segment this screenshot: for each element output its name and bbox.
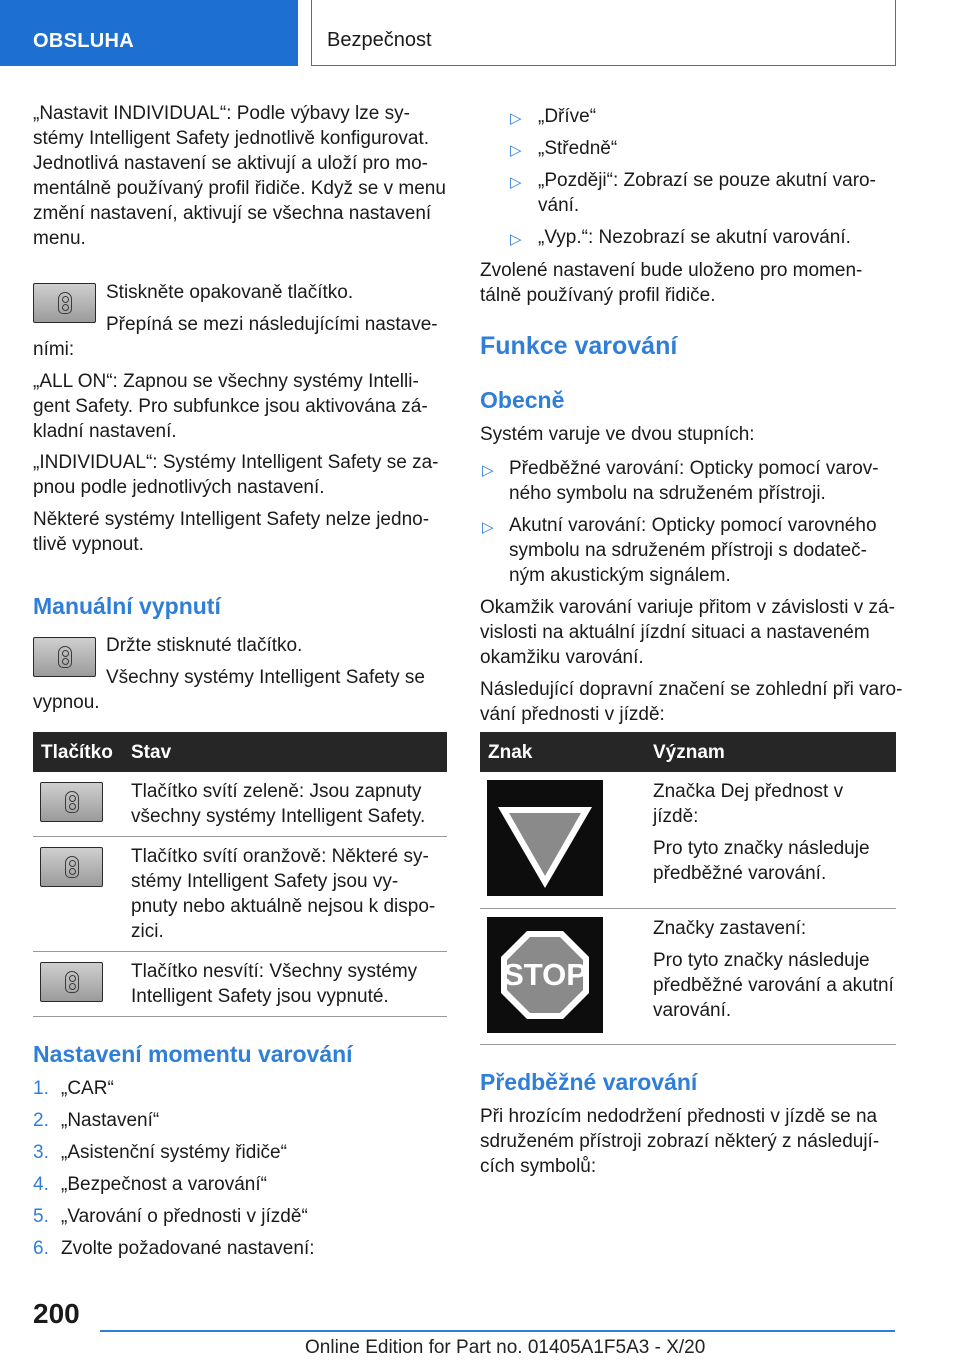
button-off-icon [40,962,103,1002]
signs-paragraph: Následující dopravní značení se zohlední při varo- vání přednosti v jízdě: [480,679,903,725]
stages-list [480,456,900,595]
chapter-tab: Bezpečnost [311,0,896,66]
bullet-icon: ▷ [510,174,522,191]
bullet-icon: ▷ [482,519,494,536]
bullet-icon: ▷ [482,462,494,479]
hold-text: Držte stisknuté tlačítko. [106,635,303,656]
list-item: ▷ Předběžné varování: Opticky pomocí varov- ného symbolu na sdruženém přístroji. [482,458,879,504]
table-row: STOP Značky zastavení: Pro tyto značky následuje předběžné varování a akutní varování. [480,908,896,1044]
moment-paragraph: Okamžik varování variuje přitom v závislosti v zá- vislosti na aktuální jízdní situaci a nastaveném okamžiku varování. [480,597,895,668]
edition-text: Online Edition for Part no. 01405A1F5A3 - X/20 [305,1337,706,1358]
button-state-table [33,732,447,1017]
list-item: 2. „Nastavení“ [33,1110,160,1131]
options-list [480,104,900,257]
list-item: ▷ Akutní varování: Opticky pomocí varovného symbolu na sdruženém přístroji s dodateč- ným akustickým signálem. [482,515,877,586]
saved-paragraph: Zvolené nastavení bude uloženo pro momen- tálně používaný profil řidiče. [480,260,863,306]
manual-off-heading: Manuální vypnutí [33,593,221,619]
table-row: Značka Dej přednost v jízdě: Pro tyto značky následuje předběžné varování. [480,772,896,908]
intro-paragraph: „Nastavit INDIVIDUAL“: Podle výbavy lze sy- stémy Intelligent Safety jednotlivě konfigurovat. Jednotlivá nastavení se aktivují a uloží pro mo- mentálně používaný profil řidiče. Když se v menu změní nastavení, aktivují se všechna nastavení menu. [33,103,446,249]
footer-divider [100,1330,895,1332]
intelligent-safety-button-icon [33,637,96,677]
table-header-meaning: Význam [645,732,896,772]
bullet-icon: ▷ [510,110,522,127]
stop-sign-icon [487,917,603,1033]
table-header-sign: Znak [480,732,645,772]
bullet-icon: ▷ [510,231,522,248]
list-item: 4. „Bezpečnost a varování“ [33,1174,267,1195]
steps-list [33,1076,453,1268]
table-header-button: Tlačítko [33,732,123,772]
table-row: Tlačítko svítí zeleně: Jsou zapnuty všechny systémy Intelligent Safety. [33,772,447,837]
some-systems-paragraph: Některé systémy Intelligent Safety nelze jedno- tlivě vypnout. [33,509,430,555]
list-item: 1. „CAR“ [33,1078,114,1099]
page-number: 200 [33,1298,80,1329]
list-item: 6. Zvolte požadované nastavení: [33,1238,315,1259]
general-heading: Obecně [480,387,565,413]
warning-moment-heading: Nastavení momentu varování [33,1041,353,1067]
press-text: Stiskněte opakovaně tlačítko. [106,282,354,303]
traffic-signs-table [480,732,896,1045]
list-item: 5. „Varování o přednosti v jízdě“ [33,1206,308,1227]
individual-paragraph: „INDIVIDUAL“: Systémy Intelligent Safety se za- pnou podle jednotlivých nastavení. [33,452,439,498]
yield-sign-svg [487,780,603,896]
table-row: Tlačítko svítí oranžově: Některé sy- stémy Intelligent Safety jsou vy- pnuty nebo aktuálně nejsou k dispo- zici. [33,837,447,952]
table-row: Tlačítko nesvítí: Všechny systémy Intelligent Safety jsou vypnuté. [33,952,447,1017]
list-item: ▷ „Středně“ [480,136,900,168]
list-item: ▷ „Dříve“ [480,104,900,136]
yield-sign-icon [487,780,603,896]
warning-function-heading: Funkce varování [480,332,678,360]
list-item: ▷ „Vyp.“: Nezobrazí se akutní varování. [480,225,900,257]
pre-warning-heading: Předběžné varování [480,1069,698,1095]
intelligent-safety-button-icon [33,283,96,323]
all-on-paragraph: „ALL ON“: Zapnou se všechny systémy Intelli- gent Safety. Pro subfunkce jsou aktivována zá- kladní nastavení. [33,371,428,442]
section-tab: OBSLUHA [0,0,298,66]
two-stage-text: Systém varuje ve dvou stupních: [480,424,755,445]
button-orange-icon [40,847,103,887]
list-item: ▷ „Později“: Zobrazí se pouze akutní varo- vání. [510,170,876,216]
page-header [0,0,960,66]
button-green-icon [40,782,103,822]
bullet-icon: ▷ [510,142,522,159]
stop-sign-text: STOP [503,956,587,992]
pre-warning-paragraph: Při hrozícím nedodržení přednosti v jízdě se na sdruženém přístroji zobrazí některý z následují- cích symbolů: [480,1106,880,1177]
list-item: 3. „Asistenční systémy řidiče“ [33,1142,287,1163]
table-header-state: Stav [123,732,447,772]
